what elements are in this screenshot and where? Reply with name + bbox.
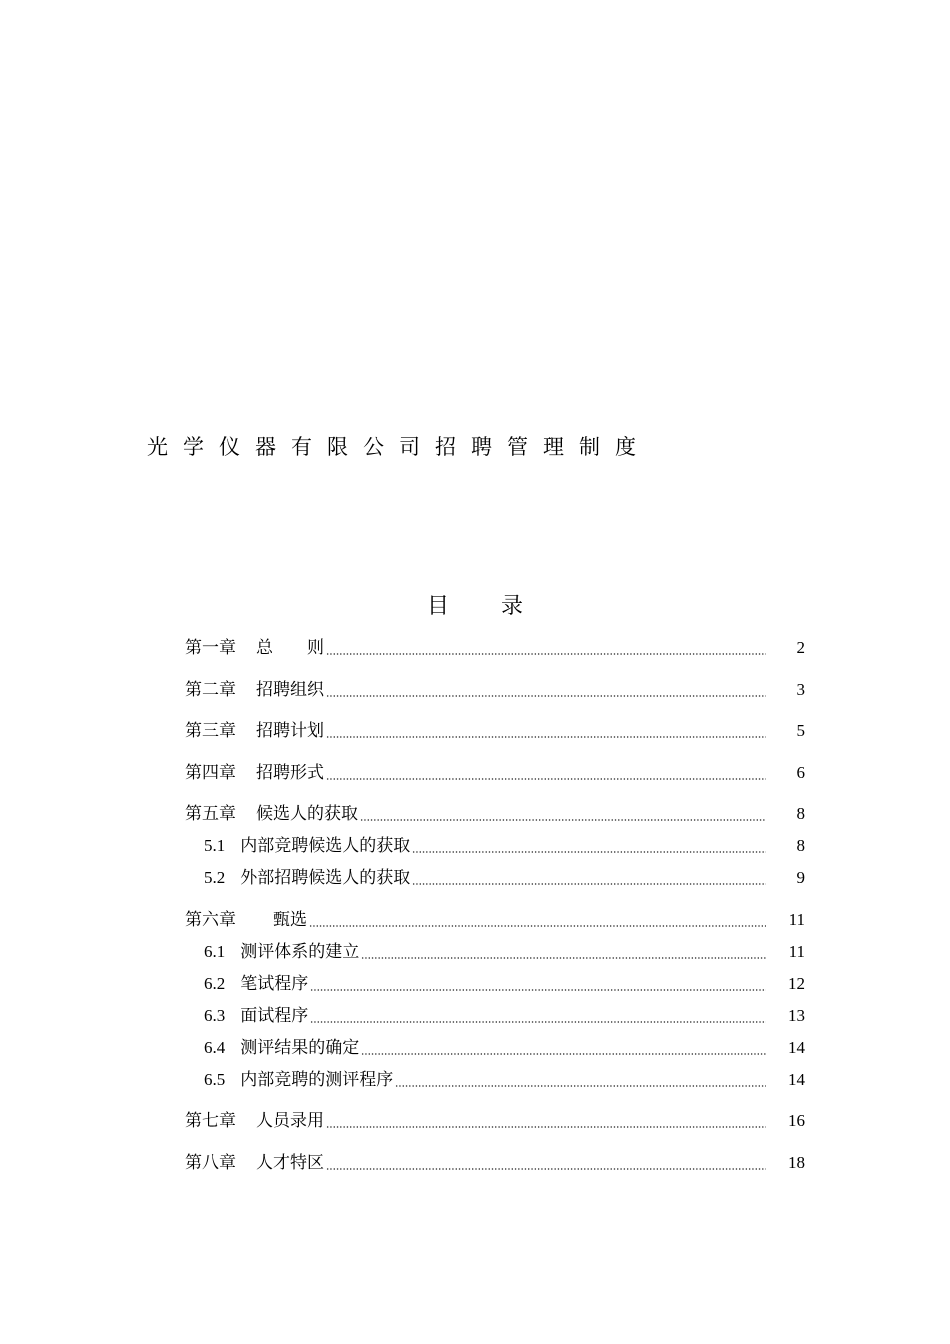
toc-entry-number: 第一章 [185, 638, 236, 658]
toc-entry-page: 18 [788, 1152, 805, 1172]
toc-dot-leader [412, 851, 766, 853]
toc-dot-leader [395, 1085, 766, 1087]
toc-dot-leader [361, 957, 766, 959]
toc-entry-label: 内部竞聘候选人的获取 [240, 836, 411, 856]
toc-dot-leader [361, 1053, 766, 1055]
toc-entry-page: 12 [788, 973, 805, 993]
toc-entry-label: 人员录用 [256, 1111, 324, 1131]
toc-entry-number: 第八章 [185, 1152, 236, 1173]
toc-entry-page: 16 [788, 1111, 805, 1130]
toc-entry-number: 5.2 [204, 868, 226, 887]
toc-entry-page: 5 [796, 721, 805, 740]
toc-dot-leader [326, 1168, 766, 1170]
toc-entry-section-6-4[interactable] [185, 1032, 810, 1064]
toc-entry-label: 测评结果的确定 [240, 1037, 360, 1058]
toc-entry-page: 11 [788, 909, 805, 929]
toc-entry-number: 第二章 [185, 679, 236, 700]
toc-dot-leader [326, 1126, 766, 1128]
toc-dot-leader [310, 1021, 766, 1023]
toc-entry-page: 13 [788, 1005, 805, 1025]
toc-entry-section-6-2[interactable] [185, 968, 810, 1000]
toc-entry-number: 第七章 [185, 1111, 236, 1131]
toc-entry-page: 3 [796, 679, 805, 699]
toc-dot-leader [326, 778, 766, 780]
toc-dot-leader [412, 883, 766, 885]
toc-entry-label: 人才特区 [256, 1152, 324, 1173]
toc-dot-leader [326, 695, 766, 697]
toc-entry-page: 8 [796, 836, 805, 855]
toc-entry-label: 招聘计划 [256, 721, 324, 741]
toc-heading-char-2: 录 [501, 594, 524, 619]
toc-entry-number: 6.3 [204, 1005, 226, 1025]
toc-entry-number: 5.1 [204, 836, 226, 855]
toc-entry-section-6-5[interactable] [185, 1064, 810, 1096]
toc-entry-label: 甄选 [256, 909, 307, 930]
toc-dot-leader [326, 736, 766, 738]
toc-entry-page: 11 [788, 941, 805, 961]
toc-entry-label: 笔试程序 [240, 973, 309, 994]
toc-entry-number: 6.2 [204, 973, 226, 993]
table-of-contents [185, 632, 810, 1179]
toc-entry-chapter-4[interactable] [185, 757, 810, 789]
toc-entry-chapter-2[interactable] [185, 674, 810, 706]
toc-entry-section-5-2[interactable] [185, 862, 810, 894]
toc-dot-leader [310, 989, 766, 991]
toc-entry-number: 第六章 [185, 909, 236, 930]
toc-heading-char-1: 目 [426, 594, 449, 619]
toc-entry-label: 内部竞聘的测评程序 [240, 1069, 394, 1090]
toc-entry-label: 招聘形式 [256, 762, 324, 783]
toc-entry-chapter-1[interactable] [185, 632, 810, 664]
toc-entry-page: 8 [796, 804, 805, 823]
toc-entry-section-6-3[interactable] [185, 1000, 810, 1032]
document-title: 光学仪器有限公司招聘管理制度 [147, 435, 651, 459]
toc-entry-chapter-8[interactable] [185, 1147, 810, 1179]
toc-entry-number: 6.4 [204, 1037, 226, 1057]
toc-entry-label: 外部招聘候选人的获取 [240, 868, 411, 888]
toc-entry-page: 9 [796, 868, 805, 887]
toc-entry-number: 第四章 [185, 762, 236, 783]
toc-entry-label: 招聘组织 [256, 679, 324, 700]
toc-dot-leader [360, 819, 766, 821]
toc-dot-leader [309, 925, 766, 927]
toc-entry-chapter-7[interactable] [185, 1105, 810, 1137]
toc-entry-section-6-1[interactable] [185, 936, 810, 968]
toc-entry-page: 14 [788, 1069, 805, 1089]
toc-dot-leader [326, 653, 766, 655]
toc-entry-number: 第五章 [185, 804, 236, 824]
toc-entry-page: 2 [796, 638, 805, 657]
toc-entry-page: 14 [788, 1037, 805, 1057]
toc-entry-label: 测评体系的建立 [240, 941, 360, 962]
toc-entry-chapter-6[interactable] [185, 904, 810, 936]
toc-entry-page: 6 [796, 762, 805, 782]
toc-entry-label: 面试程序 [240, 1005, 309, 1026]
toc-entry-number: 第三章 [185, 721, 236, 741]
toc-entry-number: 6.1 [204, 941, 226, 961]
toc-entry-number: 6.5 [204, 1069, 226, 1089]
toc-entry-label: 候选人的获取 [256, 804, 358, 824]
toc-heading [0, 592, 950, 622]
toc-entry-label: 总 则 [256, 638, 324, 658]
toc-entry-chapter-3[interactable] [185, 715, 810, 747]
toc-entry-section-5-1[interactable] [185, 830, 810, 862]
toc-entry-chapter-5[interactable] [185, 798, 810, 830]
